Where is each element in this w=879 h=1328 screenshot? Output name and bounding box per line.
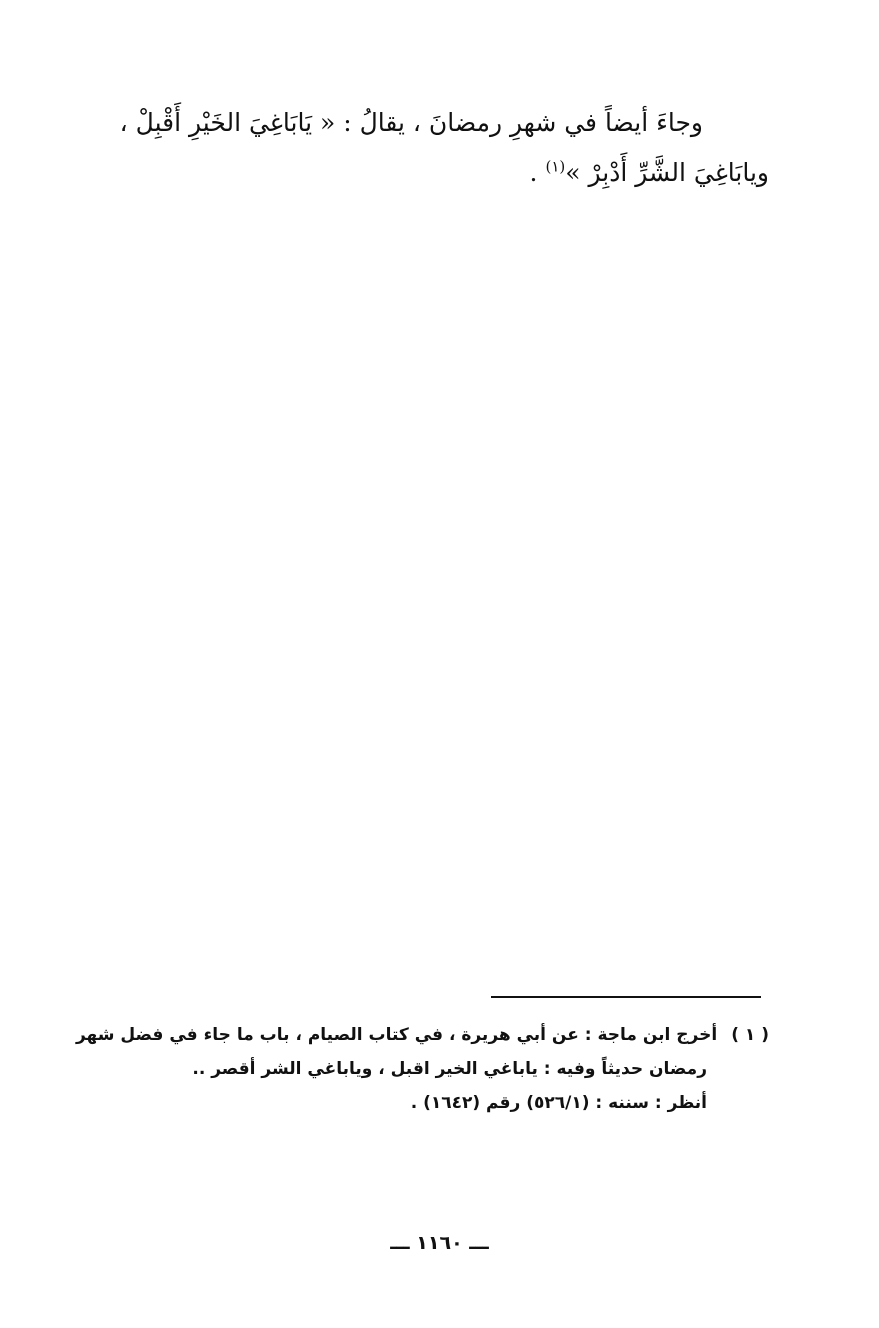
main-text-line-2-body: ويابَاغِيَ الشَّرِّ أَدْبِرْ » [565,158,769,187]
footnote-line-2: رمضان حديثاً وفيه : ياباغي الخير اقبل ، وياباغي الشر أقصر .. [192,1059,707,1079]
page-number: ـــ ١١٦٠ ـــ [390,1232,489,1254]
footnote-separator-rule [491,996,761,998]
main-text-line-1: وجاءَ أيضاً في شهرِ رمضانَ ، يقالُ : « يَابَاغِيَ الخَيْرِ أَقْبِلْ ، [119,108,703,137]
footnotes [75,1018,769,1120]
footnote-line-3: أنظر : سننه : (٥٢٦/١) رقم (١٦٤٢) . [410,1093,707,1113]
main-text-line-2-end: . [529,158,546,187]
footnote-reference-mark: (١) [545,157,566,176]
footnote-line-1-text: أخرج ابن ماجة : عن أبي هريرة ، في كتاب الصيام ، باب ما جاء في فضل شهر [75,1025,718,1045]
main-text [79,98,769,198]
main-text-line-2 [79,148,769,198]
footnote-number: ( ١ ) [731,1025,769,1045]
footnote-line-1 [75,1018,769,1052]
